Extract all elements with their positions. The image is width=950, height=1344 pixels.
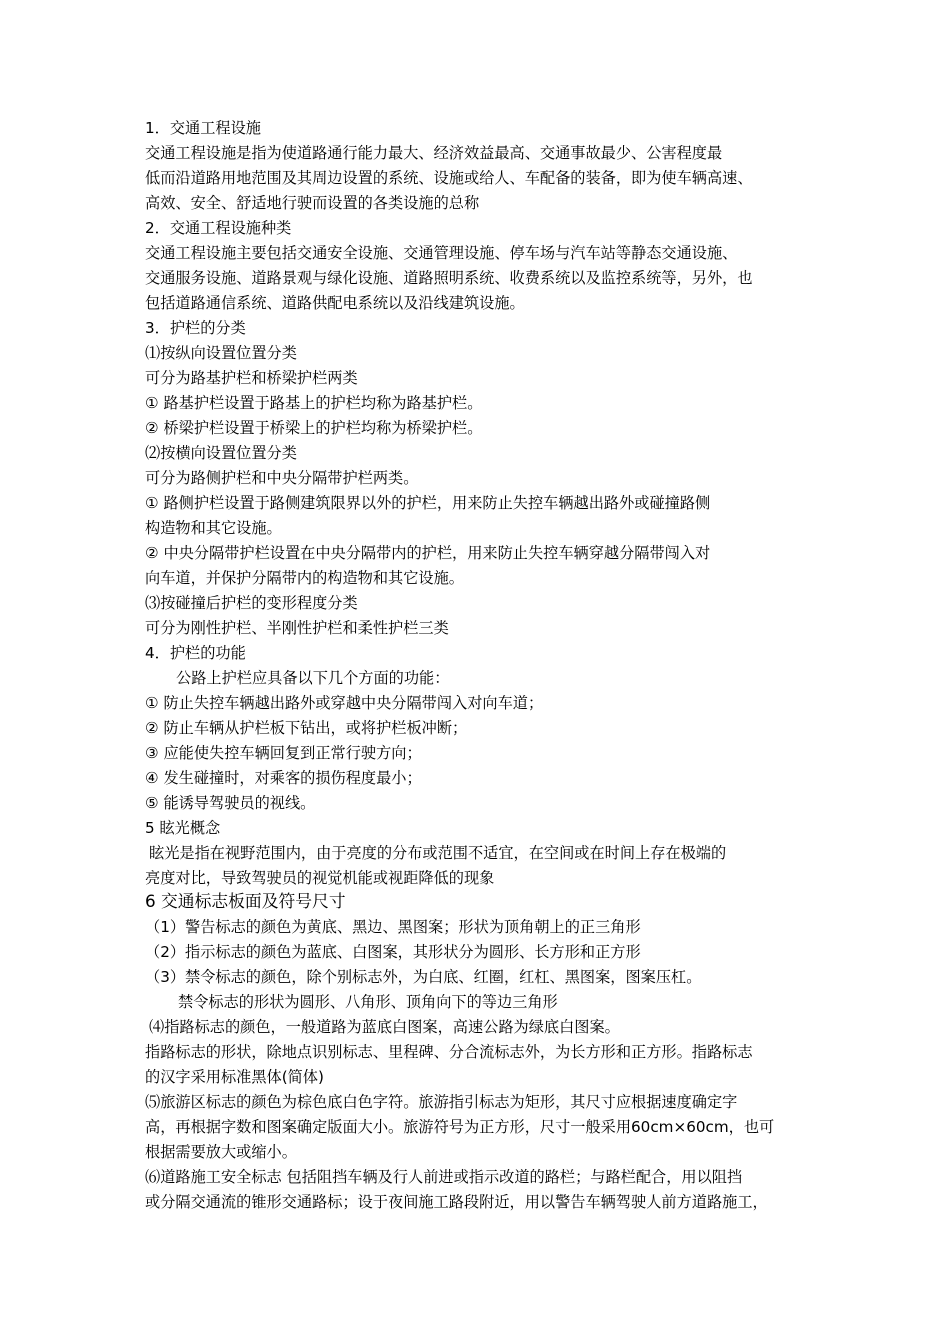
- paragraph-line: 的汉字采用标准黑体(简体): [145, 1068, 324, 1086]
- subheading-line: ⑵按横向设置位置分类: [145, 444, 297, 462]
- list-item: ① 路基护栏设置于路基上的护栏均称为路基护栏。: [145, 394, 483, 412]
- paragraph-line: 可分为路基护栏和桥梁护栏两类: [145, 369, 358, 387]
- paragraph-line: 高效、安全、舒适地行驶而设置的各类设施的总称: [145, 194, 480, 212]
- list-item: ④ 发生碰撞时，对乘客的损伤程度最小；: [145, 769, 422, 787]
- list-item: ① 路侧护栏设置于路侧建筑限界以外的护栏，用来防止失控车辆越出路外或碰撞路侧: [145, 494, 711, 512]
- list-item: ⑷指路标志的颜色，一般道路为蓝底白图案，高速公路为绿底白图案。: [149, 1018, 620, 1036]
- list-item: ② 桥梁护栏设置于桥梁上的护栏均称为桥梁护栏。: [145, 419, 483, 437]
- list-item: ① 防止失控车辆越出路外或穿越中央分隔带闯入对向车道；: [145, 694, 544, 712]
- paragraph-line: 可分为路侧护栏和中央分隔带护栏两类。: [145, 469, 419, 487]
- paragraph-line: 包括道路通信系统、道路供配电系统以及沿线建筑设施。: [145, 294, 525, 312]
- paragraph-line: 可分为刚性护栏、半刚性护栏和柔性护栏三类: [145, 619, 449, 637]
- paragraph-line: 指路标志的形状，除地点识别标志、里程碑、分合流标志外，为长方形和正方形。指路标志: [145, 1043, 753, 1061]
- heading-traffic-facilities: 1．交通工程设施: [145, 119, 261, 137]
- subheading-line: ⑶按碰撞后护栏的变形程度分类: [145, 594, 358, 612]
- list-item: （2）指示标志的颜色为蓝底、白图案，其形状分为圆形、长方形和正方形: [145, 943, 641, 961]
- heading-guardrail-function: 4．护栏的功能: [145, 644, 246, 662]
- list-item: ⑤ 能诱导驾驶员的视线。: [145, 794, 316, 812]
- subheading-line: ⑴按纵向设置位置分类: [145, 344, 297, 362]
- paragraph-line: 公路上护栏应具备以下几个方面的功能：: [176, 669, 450, 687]
- paragraph-line: 向车道，并保护分隔带内的构造物和其它设施。: [145, 569, 464, 587]
- list-item: ⑸旅游区标志的颜色为棕色底白色字符。旅游指引标志为矩形，其尺寸应根据速度确定字: [145, 1093, 738, 1111]
- paragraph-line: 交通工程设施主要包括交通安全设施、交通管理设施、停车场与汽车站等静态交通设施、: [145, 244, 738, 262]
- list-item: （3）禁令标志的颜色，除个别标志外，为白底、红圈，红杠、黑图案，图案压杠。: [145, 968, 702, 986]
- heading-sign-dimensions: 6 交通标志板面及符号尺寸: [145, 891, 346, 911]
- list-item: ③ 应能使失控车辆回复到正常行驶方向；: [145, 744, 422, 762]
- heading-guardrail-classification: 3．护栏的分类: [145, 319, 246, 337]
- list-item: ⑹道路施工安全标志 包括阻挡车辆及行人前进或指示改道的路栏；与路栏配合，用以阻挡: [145, 1168, 743, 1186]
- list-item: （1）警告标志的颜色为黄底、黑边、黑图案；形状为顶角朝上的正三角形: [145, 918, 641, 936]
- paragraph-line: 亮度对比，导致驾驶员的视觉机能或视距降低的现象: [145, 869, 495, 887]
- list-item: ② 中央分隔带护栏设置在中央分隔带内的护栏，用来防止失控车辆穿越分隔带闯入对: [145, 544, 711, 562]
- paragraph-line: 禁令标志的形状为圆形、八角形、顶角向下的等边三角形: [178, 993, 558, 1011]
- list-item: ② 防止车辆从护栏板下钻出，或将护栏板冲断；: [145, 719, 468, 737]
- paragraph-line: 低而沿道路用地范围及其周边设置的系统、设施或给人、车配备的装备，即为使车辆高速、: [145, 169, 753, 187]
- paragraph-line: 交通工程设施是指为使道路通行能力最大、经济效益最高、交通事故最少、公害程度最: [145, 144, 723, 162]
- paragraph-line: 高，再根据字数和图案确定版面大小。旅游符号为正方形，尺寸一般采用60cm×60cm，也可: [145, 1118, 775, 1136]
- heading-glare-concept: 5 眩光概念: [145, 819, 221, 837]
- paragraph-line: 根据需要放大或缩小。: [145, 1143, 297, 1161]
- paragraph-line: 构造物和其它设施。: [145, 519, 282, 537]
- paragraph-line: 交通服务设施、道路景观与绿化设施、道路照明系统、收费系统以及监控系统等，另外，也: [145, 269, 753, 287]
- paragraph-line: 或分隔交通流的锥形交通路标；设于夜间施工路段附近，用以警告车辆驾驶人前方道路施工，: [145, 1193, 768, 1211]
- heading-facility-types: 2．交通工程设施种类: [145, 219, 292, 237]
- paragraph-line: 眩光是指在视野范围内，由于亮度的分布或范围不适宜，在空间或在时间上存在极端的: [149, 844, 727, 862]
